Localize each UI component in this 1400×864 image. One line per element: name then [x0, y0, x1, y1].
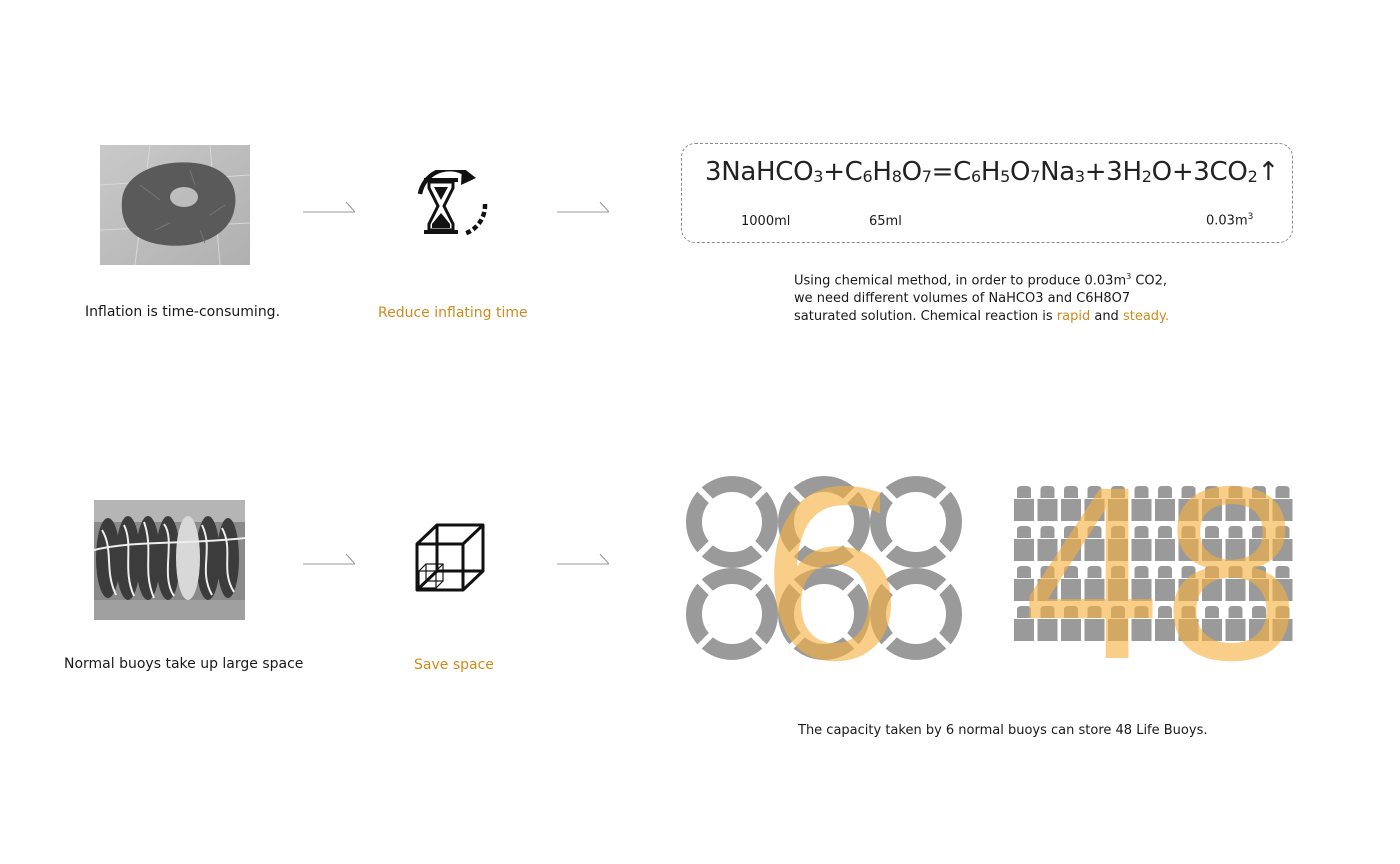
- deflated-buoy-photo: [100, 145, 250, 265]
- life-buoys-count: 48: [1018, 443, 1298, 713]
- normal-buoys-count: 6: [758, 443, 906, 713]
- volume-c6h8o7: 65ml: [869, 214, 902, 229]
- volume-nahco3: 1000ml: [741, 214, 791, 229]
- problem-caption-inflation: Inflation is time-consuming.: [85, 304, 281, 320]
- rapid-highlight: rapid: [1056, 309, 1091, 325]
- volume-co2: $0.03m^3$: [1206, 212, 1254, 229]
- arrow-right-icon: [557, 200, 611, 216]
- steady-highlight: steady: [1122, 309, 1165, 325]
- cube-in-cube-icon: [414, 522, 486, 594]
- capacity-note: The capacity taken by 6 normal buoys can store 48 Life Buoys.: [798, 723, 1208, 738]
- problem-caption-space: Normal buoys take up large space: [64, 656, 304, 672]
- chemical-method-note: Using chemical method, in order to produce $0.03m^3$ CO2, we need different volumes of NaHCO3 and C6H8O7 saturated solution. Chemical reaction is rapid and steady.: [794, 272, 1170, 325]
- solution-caption-reduce-time: Reduce inflating time: [378, 305, 528, 321]
- solution-caption-save-space: Save space: [414, 657, 494, 673]
- arrow-right-icon: [303, 552, 357, 568]
- chemical-equation: $3NaHCO_3+C_6H_8O_7=C_6H_5O_7Na_3+3H_2O+3CO_2↑$: [705, 157, 1279, 187]
- arrow-right-icon: [303, 200, 357, 216]
- normal-buoys-photo: [94, 500, 245, 620]
- arrow-right-icon: [557, 552, 611, 568]
- hourglass-refresh-icon: [414, 170, 488, 242]
